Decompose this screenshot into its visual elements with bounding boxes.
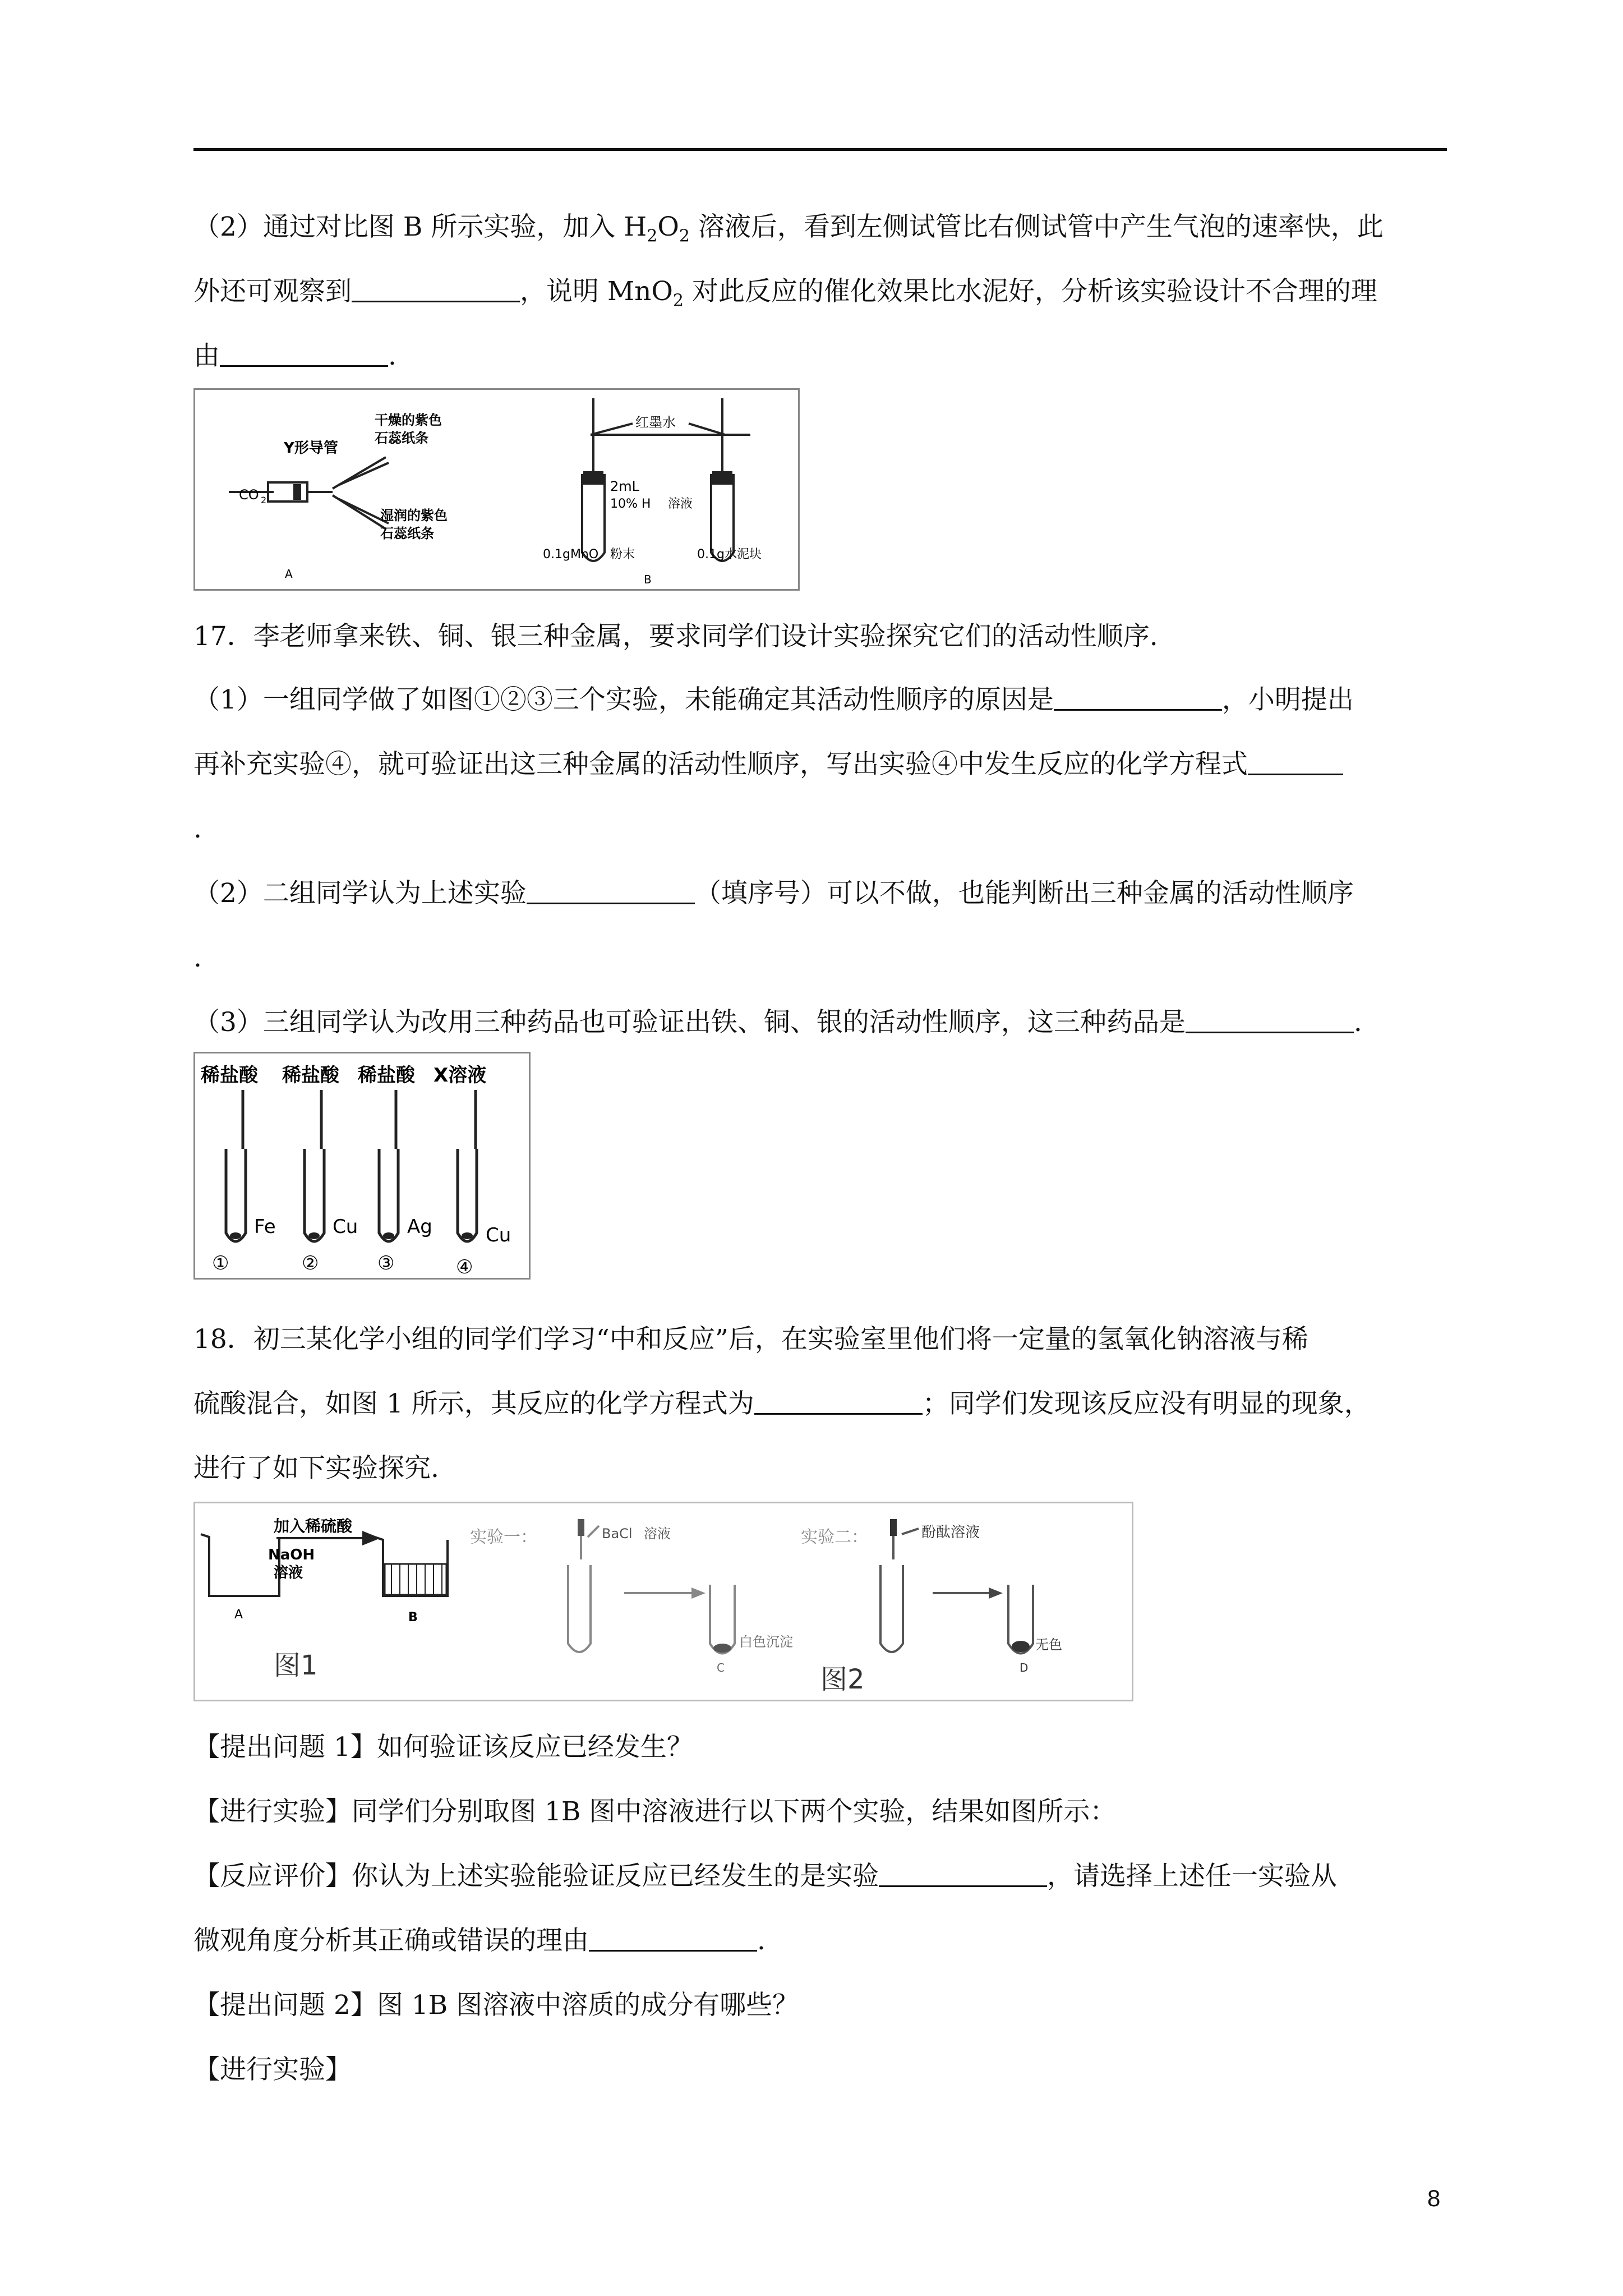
label-tube-2: 稀盐酸: [282, 1064, 339, 1087]
figure-q17: [193, 1052, 531, 1280]
svg-text:2mL: 2mL: [610, 478, 640, 494]
q17-p1-dot: .: [193, 813, 202, 844]
svg-text:BaCl: BaCl: [602, 1526, 633, 1542]
svg-text:白色沉淀: 白色沉淀: [739, 1634, 793, 1650]
header-rule: [193, 148, 1447, 151]
svg-text:0.1gMnO: 0.1gMnO: [543, 547, 599, 562]
q17-p3: （3）三组同学认为改用三种药品也可验证出铁、铜、银的活动性顺序，这三种药品是 .: [193, 1007, 1362, 1038]
svg-text:③: ③: [377, 1252, 395, 1274]
q16-p2-line2: 外还可观察到 ，说明 MnO$_2$ 对此反应的催化效果比水泥好，分析该实验设计不合理的理: [193, 276, 1377, 311]
q18-line2: 硫酸混合，如图 1 所示，其反应的化学方程式为 ；同学们发现该反应没有明显的现象，: [193, 1388, 1371, 1419]
q18-evaluation-2: 微观角度分析其正确或错误的理由 .: [193, 1925, 766, 1956]
answer-blank[interactable]: [527, 878, 695, 904]
svg-text:10% H: 10% H: [610, 497, 651, 511]
metal-2: Cu: [333, 1216, 358, 1238]
figure-q16: [193, 388, 800, 591]
q17-p2: （2）二组同学认为上述实验 （填序号）可以不做，也能判断出三种金属的活动性顺序: [193, 878, 1354, 909]
answer-blank[interactable]: [352, 276, 520, 302]
svg-text:石蕊纸条: 石蕊纸条: [375, 430, 428, 446]
svg-text:无色: 无色: [1035, 1637, 1062, 1653]
svg-text:湿润的紫色: 湿润的紫色: [380, 508, 448, 523]
q18-question1: 【提出问题 1】如何验证该反应已经发生？: [193, 1732, 693, 1763]
q18-evaluation: 【反应评价】你认为上述实验能验证反应已经发生的是实验 ，请选择上述任一实验从: [193, 1861, 1337, 1892]
metal-3: Ag: [407, 1216, 432, 1238]
svg-text:加入稀硫酸: 加入稀硫酸: [274, 1517, 353, 1535]
answer-blank[interactable]: [589, 1925, 757, 1952]
svg-text:酚酞溶液: 酚酞溶液: [921, 1524, 980, 1541]
fig1-label: 图1: [274, 1650, 318, 1681]
figure-q18: [193, 1502, 1133, 1701]
svg-text:①: ①: [212, 1252, 229, 1274]
svg-text:0.1g水泥块: 0.1g水泥块: [697, 547, 762, 562]
y-tube-label: Y形导管: [284, 440, 338, 457]
co2-label: CO: [239, 487, 259, 503]
q17-p1-line2: 再补充实验④，就可验证出这三种金属的活动性顺序，写出实验④中发生反应的化学方程式: [193, 748, 1447, 781]
svg-text:红墨水: 红墨水: [635, 415, 676, 430]
answer-blank[interactable]: [1054, 684, 1222, 711]
label-tube-1: 稀盐酸: [201, 1064, 258, 1087]
answer-blank[interactable]: [220, 341, 388, 367]
svg-text:2: 2: [261, 495, 267, 505]
svg-text:溶液: 溶液: [668, 497, 693, 511]
q17-p1-line1: （1）一组同学做了如图①②③三个实验，未能确定其活动性顺序的原因是 ，小明提出: [193, 684, 1354, 715]
svg-text:NaOH: NaOH: [268, 1547, 315, 1563]
q18-experiment1: 【进行实验】同学们分别取图 1B 图中溶液进行以下两个实验，结果如图所示：: [193, 1796, 1117, 1827]
label-tube-3: 稀盐酸: [358, 1064, 415, 1087]
answer-blank[interactable]: [879, 1861, 1047, 1887]
q18-question2: 【提出问题 2】图 1B 图溶液中溶质的成分有哪些？: [193, 1990, 799, 2021]
svg-text:实验二：: 实验二：: [801, 1527, 868, 1547]
svg-text:A: A: [234, 1608, 243, 1622]
svg-text:B: B: [644, 573, 652, 586]
svg-text:实验一：: 实验一：: [470, 1527, 537, 1547]
q18-line1: 18．初三某化学小组的同学们学习“中和反应”后，在实验室里他们将一定量的氢氧化钠溶液与稀: [193, 1324, 1308, 1355]
q16-p2-line3: 由 .: [193, 341, 396, 371]
svg-text:石蕊纸条: 石蕊纸条: [380, 526, 434, 541]
metal-1: Fe: [254, 1216, 276, 1238]
fig2-label: 图2: [820, 1664, 865, 1695]
svg-text:溶液: 溶液: [644, 1526, 671, 1542]
svg-text:D: D: [1020, 1661, 1029, 1674]
q18-experiment2: 【进行实验】: [193, 2054, 352, 2085]
svg-text:C: C: [717, 1661, 725, 1674]
svg-text:干燥的紫色: 干燥的紫色: [375, 412, 442, 428]
answer-blank[interactable]: [754, 1388, 923, 1415]
svg-text:②: ②: [302, 1252, 319, 1274]
q17-stem: 17．李老师拿来铁、铜、银三种金属，要求同学们设计实验探究它们的活动性顺序.: [193, 621, 1158, 652]
q18-line3: 进行了如下实验探究.: [193, 1453, 439, 1484]
q17-p2-dot: .: [193, 942, 202, 973]
q16-p2-line1: （2）通过对比图 B 所示实验，加入 $H_2O_2$ 溶液后，看到左侧试管比右侧试管中产生气泡的速率快，此: [193, 211, 1384, 246]
answer-blank[interactable]: [1186, 1007, 1354, 1033]
metal-4: Cu: [486, 1224, 511, 1246]
svg-text:溶液: 溶液: [274, 1565, 303, 1581]
svg-text:④: ④: [456, 1256, 473, 1278]
svg-text:A: A: [285, 567, 293, 581]
label-tube-4: X溶液: [434, 1064, 487, 1087]
svg-text:B: B: [408, 1611, 418, 1625]
svg-text:粉末: 粉末: [610, 547, 635, 562]
page-number: 8: [1427, 2185, 1441, 2211]
answer-blank[interactable]: [1248, 749, 1343, 775]
